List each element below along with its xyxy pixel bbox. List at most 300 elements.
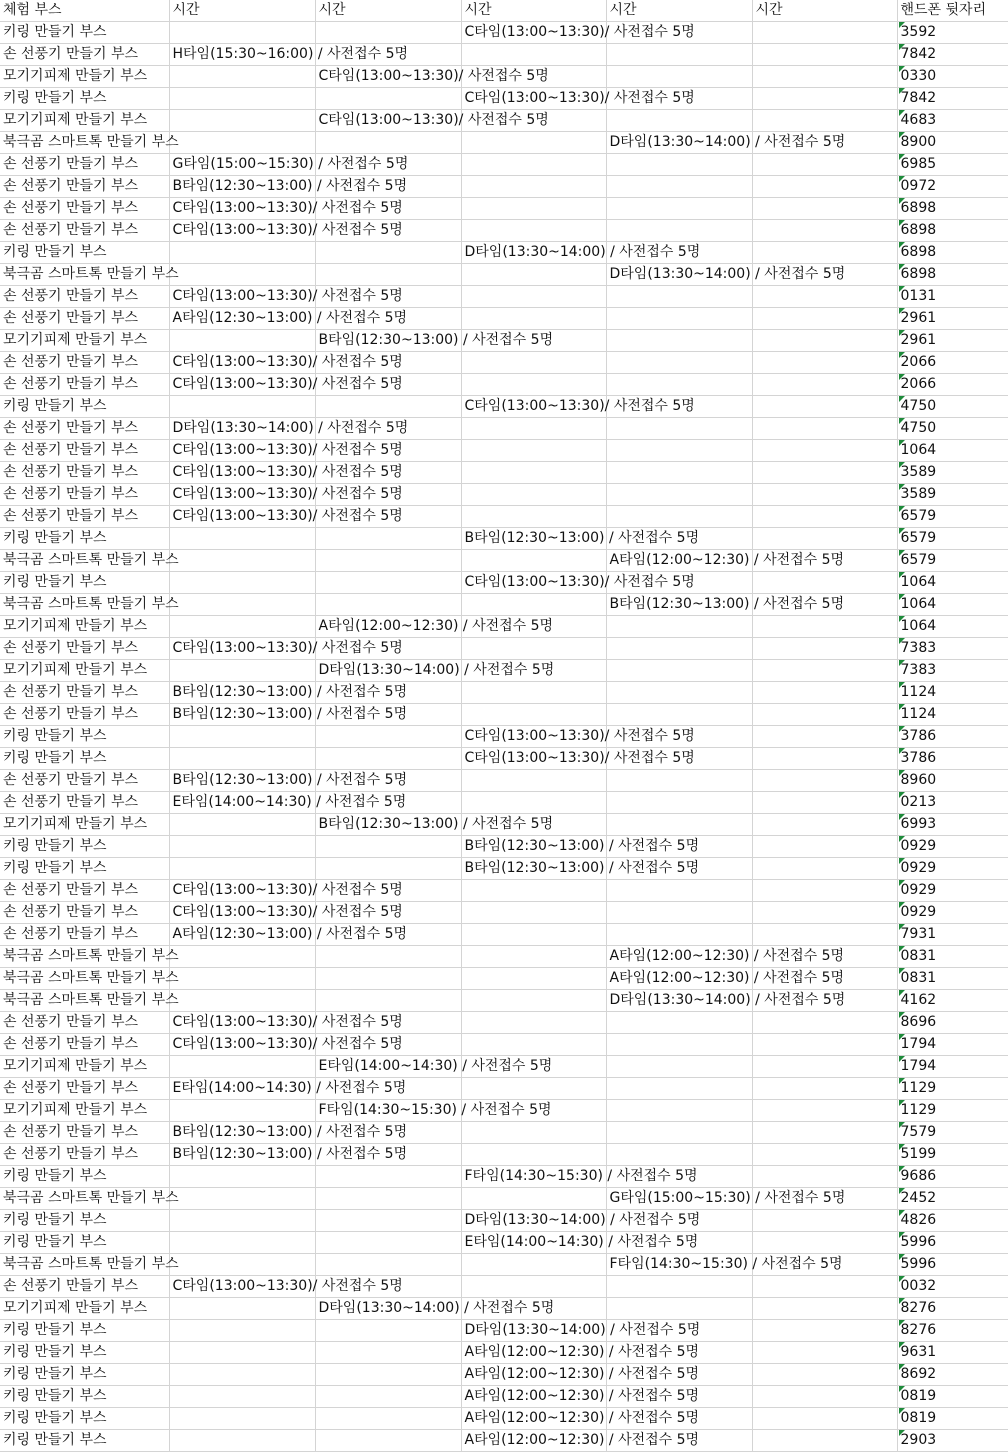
phone-digits-cell[interactable] [897,528,1008,550]
time-cell[interactable] [315,1320,461,1342]
column-header[interactable]: 시간 [315,0,461,22]
time-cell[interactable] [169,572,315,594]
time-cell[interactable] [315,1188,461,1210]
time-cell[interactable] [752,1320,897,1342]
time-cell[interactable] [169,594,315,616]
booth-cell[interactable]: 키링 만들기 부스 [0,528,169,550]
time-cell[interactable] [461,44,606,66]
booth-cell[interactable]: 키링 만들기 부스 [0,242,169,264]
booth-cell[interactable]: 키링 만들기 부스 [0,858,169,880]
time-cell[interactable] [606,836,752,858]
time-cell[interactable]: A타임(12:00~12:30) / 사전접수 5명 [461,1364,606,1386]
time-cell[interactable] [315,440,461,462]
time-cell[interactable] [752,880,897,902]
phone-digits-cell[interactable] [897,462,1008,484]
booth-cell[interactable]: 북극곰 스마트톡 만들기 부스 [0,132,169,154]
time-cell[interactable] [315,242,461,264]
time-cell[interactable] [752,374,897,396]
time-cell[interactable] [752,462,897,484]
booth-cell[interactable]: 키링 만들기 부스 [0,836,169,858]
time-cell[interactable] [752,572,897,594]
time-cell[interactable] [606,1320,752,1342]
time-cell[interactable] [752,132,897,154]
time-cell[interactable] [169,1254,315,1276]
time-cell[interactable] [752,836,897,858]
time-cell[interactable] [461,1122,606,1144]
booth-cell[interactable]: 손 선풍기 만들기 부스 [0,792,169,814]
time-cell[interactable] [461,704,606,726]
phone-digits-cell[interactable] [897,946,1008,968]
booth-cell[interactable]: 손 선풍기 만들기 부스 [0,638,169,660]
time-cell[interactable]: C타임(13:00~13:30)/ 사전접수 5명 [169,1034,315,1056]
time-cell[interactable]: B타임(12:30~13:00) / 사전접수 5명 [169,770,315,792]
time-cell[interactable] [461,968,606,990]
booth-cell[interactable]: 키링 만들기 부스 [0,88,169,110]
time-cell[interactable] [752,660,897,682]
time-cell[interactable] [606,1122,752,1144]
time-cell[interactable] [315,638,461,660]
time-cell[interactable] [315,462,461,484]
time-cell[interactable]: D타임(13:30~14:00) / 사전접수 5명 [461,242,606,264]
phone-digits-cell[interactable] [897,858,1008,880]
time-cell[interactable]: A타임(12:00~12:30) / 사전접수 5명 [606,968,752,990]
time-cell[interactable] [315,1144,461,1166]
time-cell[interactable] [606,660,752,682]
booth-cell[interactable]: 손 선풍기 만들기 부스 [0,198,169,220]
time-cell[interactable] [606,44,752,66]
time-cell[interactable] [752,1232,897,1254]
time-cell[interactable] [461,1034,606,1056]
phone-digits-cell[interactable] [897,1342,1008,1364]
booth-cell[interactable]: 북극곰 스마트톡 만들기 부스 [0,968,169,990]
booth-cell[interactable]: 손 선풍기 만들기 부스 [0,704,169,726]
phone-digits-cell[interactable] [897,308,1008,330]
time-cell[interactable] [461,638,606,660]
phone-digits-cell[interactable] [897,1034,1008,1056]
time-cell[interactable] [606,330,752,352]
time-cell[interactable]: C타임(13:00~13:30)/ 사전접수 5명 [461,88,606,110]
time-cell[interactable] [169,528,315,550]
time-cell[interactable] [461,660,606,682]
phone-digits-cell[interactable] [897,110,1008,132]
booth-cell[interactable]: 손 선풍기 만들기 부스 [0,902,169,924]
time-cell[interactable] [752,814,897,836]
time-cell[interactable] [606,242,752,264]
booth-cell[interactable]: 키링 만들기 부스 [0,1232,169,1254]
time-cell[interactable] [606,616,752,638]
booth-cell[interactable]: 손 선풍기 만들기 부스 [0,1144,169,1166]
time-cell[interactable] [752,264,897,286]
phone-digits-cell[interactable] [897,176,1008,198]
time-cell[interactable] [315,132,461,154]
time-cell[interactable] [461,352,606,374]
time-cell[interactable]: D타임(13:30~14:00) / 사전접수 5명 [461,1210,606,1232]
time-cell[interactable] [752,1364,897,1386]
booth-cell[interactable]: 손 선풍기 만들기 부스 [0,484,169,506]
phone-digits-cell[interactable] [897,44,1008,66]
time-cell[interactable] [752,154,897,176]
time-cell[interactable] [315,946,461,968]
time-cell[interactable] [752,352,897,374]
time-cell[interactable]: C타임(13:00~13:30)/ 사전접수 5명 [169,352,315,374]
time-cell[interactable] [606,22,752,44]
time-cell[interactable] [169,968,315,990]
time-cell[interactable] [752,748,897,770]
time-cell[interactable]: B타임(12:30~13:00) / 사전접수 5명 [606,594,752,616]
time-cell[interactable] [606,220,752,242]
time-cell[interactable]: E타임(14:00~14:30) / 사전접수 5명 [315,1056,461,1078]
time-cell[interactable]: C타임(13:00~13:30)/ 사전접수 5명 [169,506,315,528]
phone-digits-cell[interactable] [897,396,1008,418]
time-cell[interactable] [169,1320,315,1342]
booth-cell[interactable]: 모기기피제 만들기 부스 [0,110,169,132]
booth-cell[interactable]: 손 선풍기 만들기 부스 [0,440,169,462]
time-cell[interactable] [315,902,461,924]
time-cell[interactable]: F타임(14:30~15:30) / 사전접수 5명 [315,1100,461,1122]
booth-cell[interactable]: 손 선풍기 만들기 부스 [0,1078,169,1100]
time-cell[interactable] [315,1232,461,1254]
time-cell[interactable] [606,88,752,110]
time-cell[interactable] [752,1144,897,1166]
time-cell[interactable] [606,176,752,198]
booth-cell[interactable]: 손 선풍기 만들기 부스 [0,308,169,330]
time-cell[interactable] [315,1342,461,1364]
time-cell[interactable] [752,1166,897,1188]
time-cell[interactable]: C타임(13:00~13:30)/ 사전접수 5명 [461,22,606,44]
time-cell[interactable] [461,1298,606,1320]
time-cell[interactable] [169,330,315,352]
time-cell[interactable] [315,550,461,572]
time-cell[interactable]: D타임(13:30~14:00) / 사전접수 5명 [606,132,752,154]
time-cell[interactable] [606,352,752,374]
phone-digits-cell[interactable] [897,682,1008,704]
time-cell[interactable] [461,132,606,154]
time-cell[interactable] [169,264,315,286]
time-cell[interactable]: C타임(13:00~13:30)/ 사전접수 5명 [461,748,606,770]
time-cell[interactable] [752,220,897,242]
time-cell[interactable] [752,770,897,792]
phone-digits-cell[interactable] [897,286,1008,308]
time-cell[interactable] [606,110,752,132]
phone-digits-cell[interactable] [897,154,1008,176]
time-cell[interactable]: B타임(12:30~13:00) / 사전접수 5명 [315,814,461,836]
time-cell[interactable] [606,902,752,924]
time-cell[interactable]: C타임(13:00~13:30)/ 사전접수 5명 [461,396,606,418]
time-cell[interactable] [169,1364,315,1386]
booth-cell[interactable]: 북극곰 스마트톡 만들기 부스 [0,1254,169,1276]
booth-cell[interactable]: 손 선풍기 만들기 부스 [0,352,169,374]
time-cell[interactable] [315,1122,461,1144]
time-cell[interactable] [315,1166,461,1188]
time-cell[interactable] [461,286,606,308]
booth-cell[interactable]: 북극곰 스마트톡 만들기 부스 [0,594,169,616]
time-cell[interactable] [606,924,752,946]
time-cell[interactable] [315,1210,461,1232]
phone-digits-cell[interactable] [897,660,1008,682]
phone-digits-cell[interactable] [897,902,1008,924]
booth-cell[interactable]: 손 선풍기 만들기 부스 [0,924,169,946]
booth-cell[interactable]: 키링 만들기 부스 [0,1320,169,1342]
time-cell[interactable] [606,528,752,550]
phone-digits-cell[interactable] [897,1100,1008,1122]
booth-cell[interactable]: 손 선풍기 만들기 부스 [0,154,169,176]
time-cell[interactable]: C타임(13:00~13:30)/ 사전접수 5명 [169,374,315,396]
time-cell[interactable] [606,880,752,902]
booth-cell[interactable]: 키링 만들기 부스 [0,1342,169,1364]
time-cell[interactable] [752,484,897,506]
time-cell[interactable] [461,506,606,528]
time-cell[interactable] [606,1144,752,1166]
time-cell[interactable] [169,1298,315,1320]
time-cell[interactable] [315,418,461,440]
booth-cell[interactable]: 북극곰 스마트톡 만들기 부스 [0,946,169,968]
time-cell[interactable] [315,308,461,330]
booth-cell[interactable]: 손 선풍기 만들기 부스 [0,1012,169,1034]
time-cell[interactable] [315,88,461,110]
time-cell[interactable]: C타임(13:00~13:30)/ 사전접수 5명 [315,110,461,132]
time-cell[interactable] [461,902,606,924]
time-cell[interactable] [169,616,315,638]
time-cell[interactable]: G타임(15:00~15:30) / 사전접수 5명 [169,154,315,176]
time-cell[interactable] [169,1342,315,1364]
time-cell[interactable] [606,792,752,814]
time-cell[interactable] [752,1386,897,1408]
booth-cell[interactable]: 모기기피제 만들기 부스 [0,660,169,682]
time-cell[interactable] [606,1342,752,1364]
time-cell[interactable] [169,88,315,110]
booth-cell[interactable]: 손 선풍기 만들기 부스 [0,462,169,484]
booth-cell[interactable]: 키링 만들기 부스 [0,1166,169,1188]
time-cell[interactable] [315,836,461,858]
time-cell[interactable] [169,1386,315,1408]
time-cell[interactable] [461,1100,606,1122]
time-cell[interactable] [315,594,461,616]
phone-digits-cell[interactable] [897,1056,1008,1078]
time-cell[interactable] [315,924,461,946]
time-cell[interactable] [752,1034,897,1056]
phone-digits-cell[interactable] [897,924,1008,946]
time-cell[interactable] [169,990,315,1012]
time-cell[interactable] [461,308,606,330]
phone-digits-cell[interactable] [897,792,1008,814]
phone-digits-cell[interactable] [897,1166,1008,1188]
time-cell[interactable] [752,946,897,968]
booth-cell[interactable]: 키링 만들기 부스 [0,1210,169,1232]
time-cell[interactable] [606,462,752,484]
time-cell[interactable] [606,198,752,220]
time-cell[interactable] [752,242,897,264]
time-cell[interactable] [752,1254,897,1276]
time-cell[interactable] [752,1078,897,1100]
time-cell[interactable] [461,1276,606,1298]
phone-digits-cell[interactable] [897,1188,1008,1210]
phone-digits-cell[interactable] [897,1078,1008,1100]
time-cell[interactable]: C타임(13:00~13:30)/ 사전접수 5명 [169,1012,315,1034]
phone-digits-cell[interactable] [897,704,1008,726]
phone-digits-cell[interactable] [897,1430,1008,1452]
time-cell[interactable] [461,880,606,902]
time-cell[interactable] [315,1408,461,1430]
time-cell[interactable] [606,1056,752,1078]
time-cell[interactable] [315,1254,461,1276]
time-cell[interactable]: A타임(12:30~13:00) / 사전접수 5명 [169,308,315,330]
time-cell[interactable] [606,1100,752,1122]
phone-digits-cell[interactable] [897,968,1008,990]
booth-cell[interactable]: 손 선풍기 만들기 부스 [0,418,169,440]
time-cell[interactable] [606,1408,752,1430]
time-cell[interactable] [315,506,461,528]
time-cell[interactable] [752,528,897,550]
time-cell[interactable] [606,308,752,330]
phone-digits-cell[interactable] [897,88,1008,110]
time-cell[interactable] [606,726,752,748]
booth-cell[interactable]: 모기기피제 만들기 부스 [0,616,169,638]
time-cell[interactable] [606,682,752,704]
time-cell[interactable] [461,990,606,1012]
phone-digits-cell[interactable] [897,66,1008,88]
phone-digits-cell[interactable] [897,836,1008,858]
time-cell[interactable] [606,704,752,726]
phone-digits-cell[interactable] [897,550,1008,572]
time-cell[interactable] [169,1188,315,1210]
phone-digits-cell[interactable] [897,1386,1008,1408]
phone-digits-cell[interactable] [897,1276,1008,1298]
phone-digits-cell[interactable] [897,506,1008,528]
phone-digits-cell[interactable] [897,374,1008,396]
phone-digits-cell[interactable] [897,220,1008,242]
time-cell[interactable] [461,616,606,638]
time-cell[interactable] [169,748,315,770]
booth-cell[interactable]: 모기기피제 만들기 부스 [0,330,169,352]
phone-digits-cell[interactable] [897,572,1008,594]
time-cell[interactable]: C타임(13:00~13:30)/ 사전접수 5명 [169,1276,315,1298]
time-cell[interactable] [461,220,606,242]
time-cell[interactable] [461,550,606,572]
phone-digits-cell[interactable] [897,880,1008,902]
time-cell[interactable] [752,594,897,616]
phone-digits-cell[interactable] [897,198,1008,220]
time-cell[interactable]: C타임(13:00~13:30)/ 사전접수 5명 [169,880,315,902]
time-cell[interactable] [169,1408,315,1430]
booth-cell[interactable]: 손 선풍기 만들기 부스 [0,286,169,308]
booth-cell[interactable]: 키링 만들기 부스 [0,1408,169,1430]
phone-digits-cell[interactable] [897,814,1008,836]
time-cell[interactable] [461,440,606,462]
time-cell[interactable] [606,1276,752,1298]
time-cell[interactable] [606,418,752,440]
phone-digits-cell[interactable] [897,440,1008,462]
time-cell[interactable]: D타임(13:30~14:00) / 사전접수 5명 [169,418,315,440]
time-cell[interactable] [169,66,315,88]
time-cell[interactable]: B타임(12:30~13:00) / 사전접수 5명 [169,1144,315,1166]
booth-cell[interactable]: 손 선풍기 만들기 부스 [0,1034,169,1056]
phone-digits-cell[interactable] [897,594,1008,616]
time-cell[interactable] [752,858,897,880]
booth-cell[interactable]: 키링 만들기 부스 [0,1430,169,1452]
time-cell[interactable] [752,440,897,462]
time-cell[interactable] [315,396,461,418]
time-cell[interactable] [315,484,461,506]
phone-digits-cell[interactable] [897,1320,1008,1342]
booth-cell[interactable]: 키링 만들기 부스 [0,572,169,594]
time-cell[interactable] [169,946,315,968]
time-cell[interactable] [315,352,461,374]
phone-digits-cell[interactable] [897,1210,1008,1232]
time-cell[interactable] [752,22,897,44]
time-cell[interactable] [461,1144,606,1166]
time-cell[interactable] [461,462,606,484]
time-cell[interactable] [315,1078,461,1100]
time-cell[interactable] [461,770,606,792]
time-cell[interactable]: C타임(13:00~13:30)/ 사전접수 5명 [169,286,315,308]
time-cell[interactable] [461,110,606,132]
booth-cell[interactable]: 키링 만들기 부스 [0,748,169,770]
time-cell[interactable] [752,902,897,924]
booth-cell[interactable]: 손 선풍기 만들기 부스 [0,770,169,792]
booth-cell[interactable]: 손 선풍기 만들기 부스 [0,1122,169,1144]
time-cell[interactable] [315,264,461,286]
time-cell[interactable]: F타임(14:30~15:30) / 사전접수 5명 [606,1254,752,1276]
booth-cell[interactable]: 손 선풍기 만들기 부스 [0,506,169,528]
time-cell[interactable] [315,1034,461,1056]
time-cell[interactable] [169,550,315,572]
time-cell[interactable] [315,748,461,770]
time-cell[interactable] [752,396,897,418]
booth-cell[interactable]: 손 선풍기 만들기 부스 [0,176,169,198]
time-cell[interactable]: C타임(13:00~13:30)/ 사전접수 5명 [315,66,461,88]
time-cell[interactable] [315,968,461,990]
booth-cell[interactable]: 북극곰 스마트톡 만들기 부스 [0,550,169,572]
time-cell[interactable] [752,638,897,660]
time-cell[interactable] [752,66,897,88]
time-cell[interactable]: C타임(13:00~13:30)/ 사전접수 5명 [169,220,315,242]
time-cell[interactable]: A타임(12:00~12:30) / 사전접수 5명 [461,1342,606,1364]
time-cell[interactable] [606,1166,752,1188]
time-cell[interactable] [315,572,461,594]
time-cell[interactable]: D타임(13:30~14:00) / 사전접수 5명 [606,264,752,286]
time-cell[interactable]: A타임(12:00~12:30) / 사전접수 5명 [461,1386,606,1408]
time-cell[interactable] [752,308,897,330]
phone-digits-cell[interactable] [897,132,1008,154]
time-cell[interactable] [752,506,897,528]
time-cell[interactable] [315,154,461,176]
time-cell[interactable] [461,176,606,198]
time-cell[interactable] [606,1078,752,1100]
time-cell[interactable]: A타임(12:00~12:30) / 사전접수 5명 [461,1408,606,1430]
phone-digits-cell[interactable] [897,484,1008,506]
phone-digits-cell[interactable] [897,242,1008,264]
phone-digits-cell[interactable] [897,616,1008,638]
time-cell[interactable] [169,396,315,418]
time-cell[interactable] [752,1012,897,1034]
time-cell[interactable] [606,154,752,176]
booth-cell[interactable]: 키링 만들기 부스 [0,726,169,748]
time-cell[interactable] [461,484,606,506]
time-cell[interactable]: B타임(12:30~13:00) / 사전접수 5명 [461,528,606,550]
column-header[interactable]: 체험 부스 [0,0,169,22]
time-cell[interactable] [461,418,606,440]
time-cell[interactable] [461,1254,606,1276]
time-cell[interactable] [169,836,315,858]
booth-cell[interactable]: 손 선풍기 만들기 부스 [0,682,169,704]
phone-digits-cell[interactable] [897,264,1008,286]
time-cell[interactable] [752,682,897,704]
time-cell[interactable] [169,110,315,132]
time-cell[interactable] [169,1430,315,1452]
time-cell[interactable] [752,1188,897,1210]
time-cell[interactable] [606,572,752,594]
time-cell[interactable]: B타임(12:30~13:00) / 사전접수 5명 [169,176,315,198]
